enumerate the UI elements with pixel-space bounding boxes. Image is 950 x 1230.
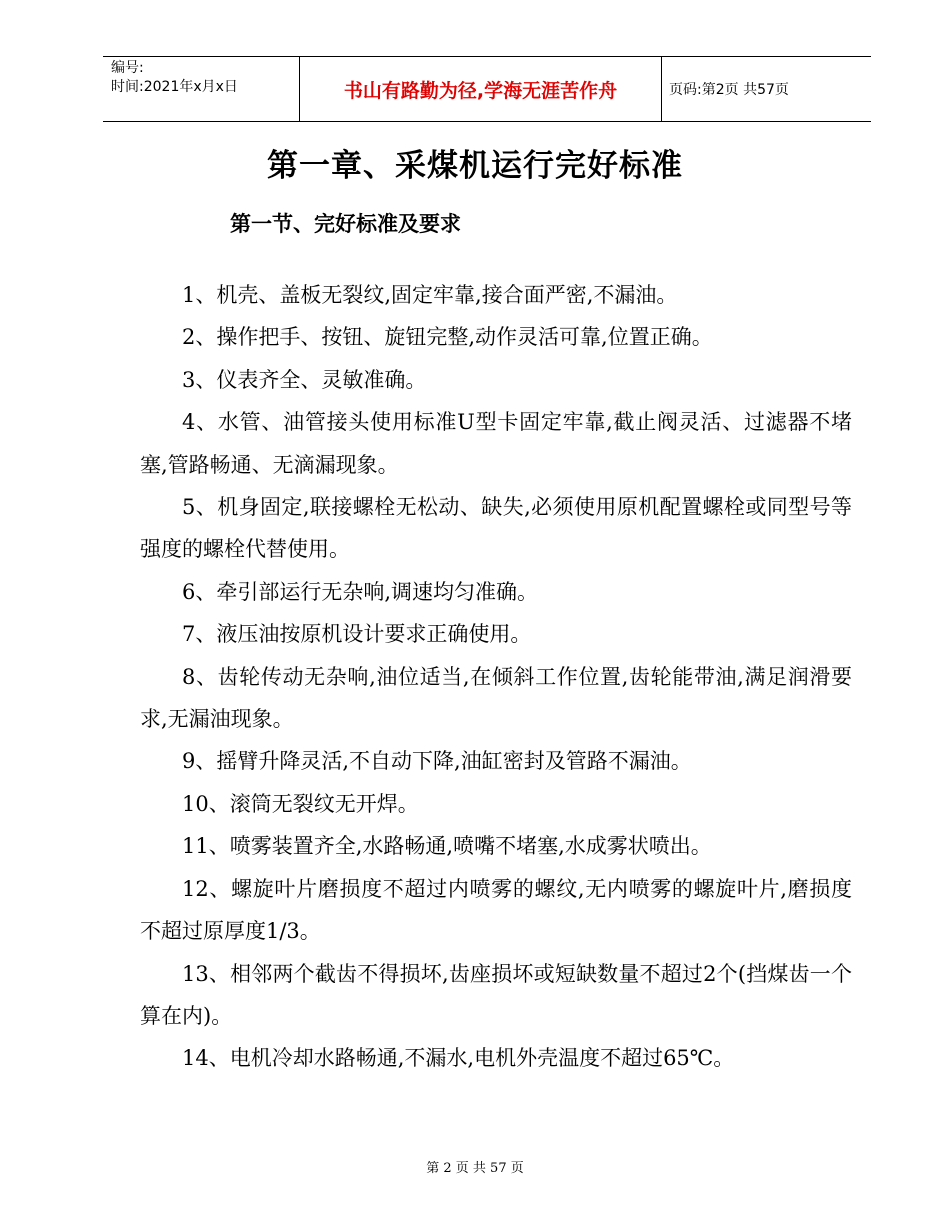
section-title: 第一节、完好标准及要求 [230, 212, 461, 236]
standards-list [140, 274, 852, 1080]
list-item: 4、水管、油管接头使用标准U型卡固定牢靠,截止阀灵活、过滤器不堵塞,管路畅通、无滴漏现象。 [140, 410, 852, 477]
list-item: 11、喷雾装置齐全,水路畅通,喷嘴不堵塞,水成雾状喷出。 [182, 834, 712, 859]
number-label: 编号: [111, 60, 144, 76]
list-item: 10、滚筒无裂纹无开焊。 [182, 791, 419, 816]
time-label: 时间:2021年x月x日 [111, 79, 238, 95]
list-item: 14、电机冷却水路畅通,不漏水,电机外壳温度不超过65℃。 [182, 1046, 735, 1071]
list-item: 6、牵引部运行无杂响,调速均匀准确。 [182, 579, 539, 604]
list-item: 12、螺旋叶片磨损度不超过内喷雾的螺纹,无内喷雾的螺旋叶片,磨损度不超过原厚度1/3。 [140, 876, 852, 944]
list-item: 9、摇臂升降灵活,不自动下降,油缸密封及管路不漏油。 [182, 749, 692, 774]
list-item: 5、机身固定,联接螺栓无松动、缺失,必须使用原机配置螺栓或同型号等强度的螺栓代替使用。 [140, 495, 852, 562]
list-item: 3、仪表齐全、灵敏准确。 [182, 367, 427, 392]
page-footer: 第 2 页 共 57 页 [426, 1161, 524, 1176]
list-item: 8、齿轮传动无杂响,油位适当,在倾斜工作位置,齿轮能带油,满足润滑要求,无漏油现象。 [140, 664, 852, 732]
list-item: 13、相邻两个截齿不得损坏,齿座损坏或短缺数量不超过2个(挡煤齿一个算在内)。 [140, 961, 852, 1028]
header-meta [111, 59, 297, 97]
header-table [103, 56, 871, 122]
header-divider [661, 57, 662, 121]
chapter-title: 第一章、采煤机运行完好标准 [267, 148, 683, 184]
list-item: 7、液压油按原机设计要求正确使用。 [182, 622, 532, 647]
list-item: 2、操作把手、按钮、旋钮完整,动作灵活可靠,位置正确。 [182, 325, 713, 350]
header-motto: 书山有路勤为径,学海无涯苦作舟 [343, 79, 618, 102]
list-item: 1、机壳、盖板无裂纹,固定牢靠,接合面严密,不漏油。 [182, 283, 678, 307]
header-page-info: 页码:第2页 共57页 [669, 82, 789, 98]
